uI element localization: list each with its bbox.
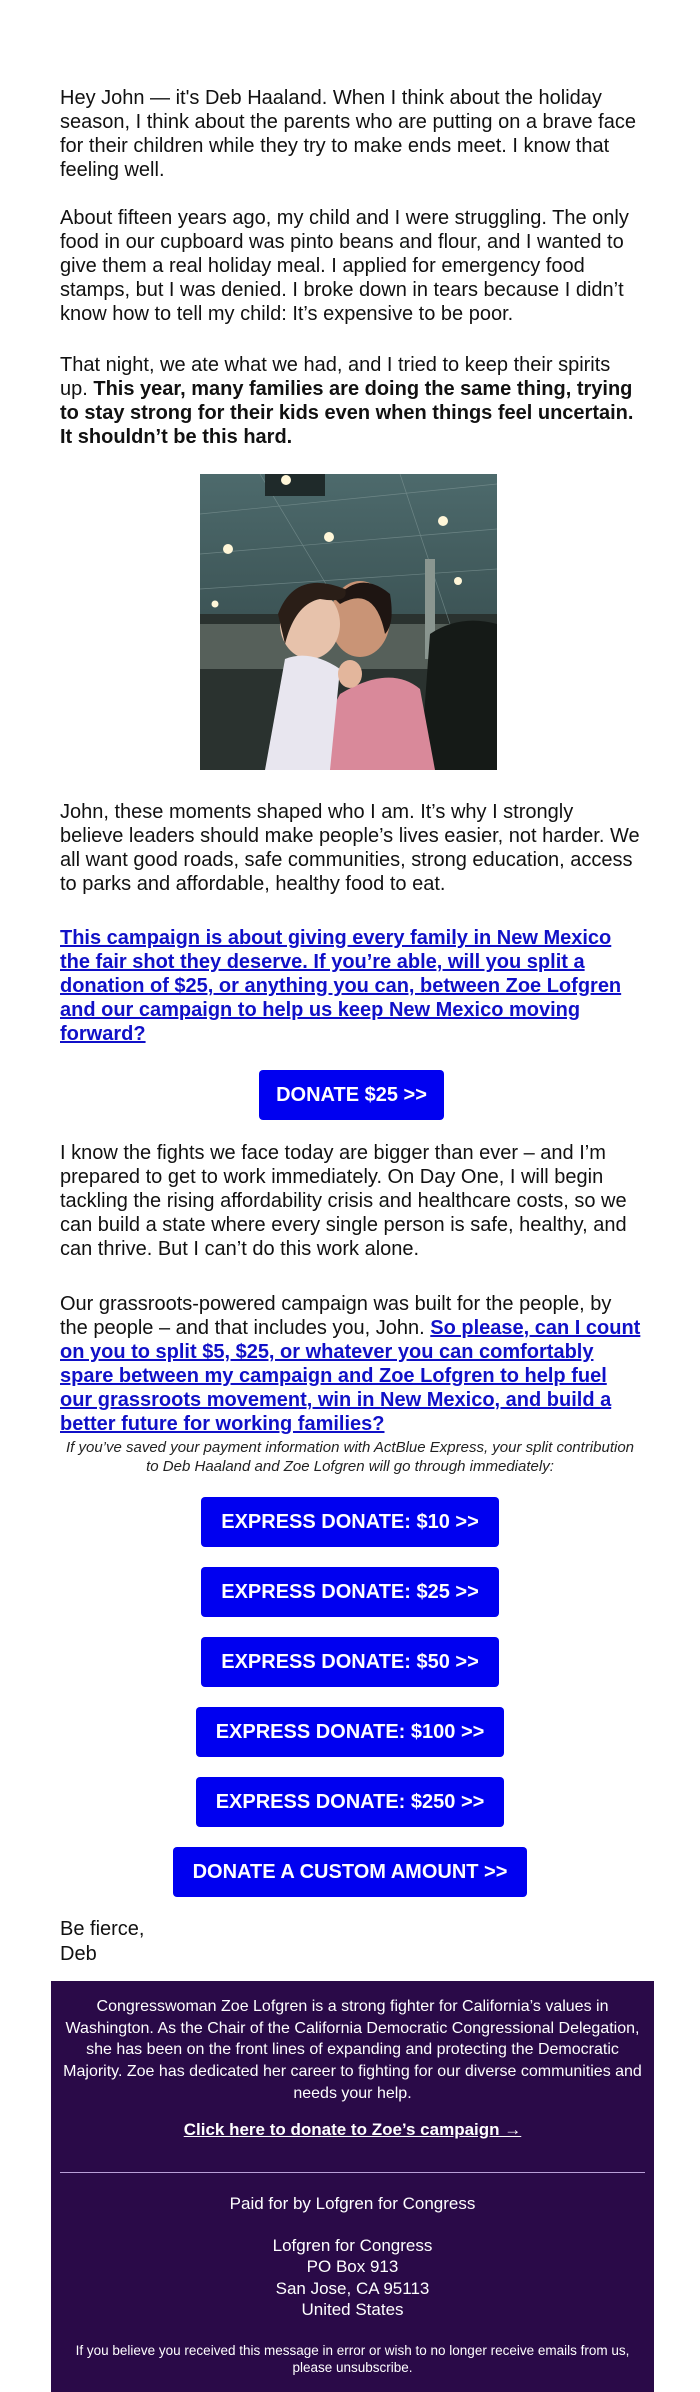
- grassroots-text: Our grassroots-powered campaign was built for the people, by the people – and that includes you, John.: [60, 1293, 612, 1339]
- express-donate-25-button[interactable]: EXPRESS DONATE: $25 >>: [201, 1567, 499, 1617]
- split-donation-link[interactable]: This campaign is about giving every family in New Mexico the fair shot they deserve. If you’re able, will you split a donation of $25, or anything you can, between Zoe Lofgren and our campaign to help us keep New Mexico moving forward?: [60, 927, 622, 1045]
- paid-for-by: Paid for by Lofgren for Congress: [229, 2194, 476, 2213]
- address-line: Lofgren for Congress: [272, 2236, 433, 2255]
- family-photo: [200, 474, 497, 770]
- express-donate-10-button[interactable]: EXPRESS DONATE: $10 >>: [201, 1497, 499, 1547]
- address-line: United States: [301, 2299, 404, 2319]
- story-paragraph: About fifteen years ago, my child and I were struggling. The only food in our cupboard was pinto beans and flour, and I wanted to give them a real holiday meal. I applied for emergency food stamps, but I was denied. I broke down in tears because I didn’t know how to tell my child: It’s expensive to be poor.: [60, 207, 629, 325]
- mailing-address: [51, 2235, 654, 2320]
- intro-paragraph: Hey John — it's Deb Haaland. When I think about the holiday season, I think about the parents who are putting on a brave face for their children while they try to make ends meet. I know that feeling well.: [60, 87, 636, 181]
- signature-name: Deb: [60, 1943, 97, 1965]
- signature-block: [60, 1917, 144, 1967]
- signoff: Be fierce,: [60, 1918, 145, 1940]
- spirits-text: That night, we ate what we had, and I tried to keep their spirits up.: [60, 354, 611, 400]
- spirits-paragraph: [60, 353, 642, 449]
- unsubscribe-text[interactable]: If you believe you received this message in error or wish to no longer receive emails from us, please unsubscribe.: [75, 2343, 630, 2375]
- footer: [51, 1981, 654, 2392]
- fights-paragraph: I know the fights we face today are bigger than ever – and I’m prepared to get to work immediately. On Day One, I will begin tackling the rising affordability crisis and healthcare costs, so we can build a state where every single person is safe, healthy, and can thrive. But I can’t do this work alone.: [60, 1142, 627, 1260]
- split-ask-link[interactable]: So please, can I count on you to split $5, $25, or whatever you can comfortably spare between my campaign and Zoe Lofgren to help fuel our grassroots movement, win in New Mexico, and build a better future for working families?: [60, 1317, 641, 1435]
- donate-custom-amount-button[interactable]: DONATE A CUSTOM AMOUNT >>: [173, 1847, 527, 1897]
- express-donate-100-button[interactable]: EXPRESS DONATE: $100 >>: [196, 1707, 504, 1757]
- address-line: San Jose, CA 95113: [275, 2278, 430, 2298]
- donate-25-button[interactable]: DONATE $25 >>: [259, 1070, 444, 1120]
- grassroots-paragraph: [60, 1292, 642, 1436]
- express-donate-50-button[interactable]: EXPRESS DONATE: $50 >>: [201, 1637, 499, 1687]
- footer-divider: [60, 2172, 645, 2173]
- donate-to-zoe-link[interactable]: Click here to donate to Zoe’s campaign →: [183, 2120, 522, 2139]
- footer-about-text: Congresswoman Zoe Lofgren is a strong fighter for California’s values in Washington. As the Chair of the California Democratic Congressional Delegation, she has been on the front lines of expanding and protecting the Democratic Majority. Zoe has dedicated her career to fighting for our diverse communities and needs your help.: [63, 1998, 642, 2102]
- campaign-ask-paragraph: [60, 926, 642, 1046]
- address-line: PO Box 913: [306, 2257, 399, 2277]
- family-photo-illustration: [200, 474, 497, 770]
- spirits-bold-text: This year, many families are doing the same thing, trying to stay strong for their kids even when things feel uncertain. It shouldn’t be this hard.: [60, 378, 634, 448]
- express-donate-250-button[interactable]: EXPRESS DONATE: $250 >>: [196, 1777, 504, 1827]
- values-paragraph: John, these moments shaped who I am. It’s why I strongly believe leaders should make people’s lives easier, not harder. We all want good roads, safe communities, strong education, access to parks and affordable, healthy food to eat.: [60, 801, 640, 895]
- actblue-express-note: If you’ve saved your payment information with ActBlue Express, your split contribution to Deb Haaland and Zoe Lofgren will go through immediately:: [65, 1439, 635, 1475]
